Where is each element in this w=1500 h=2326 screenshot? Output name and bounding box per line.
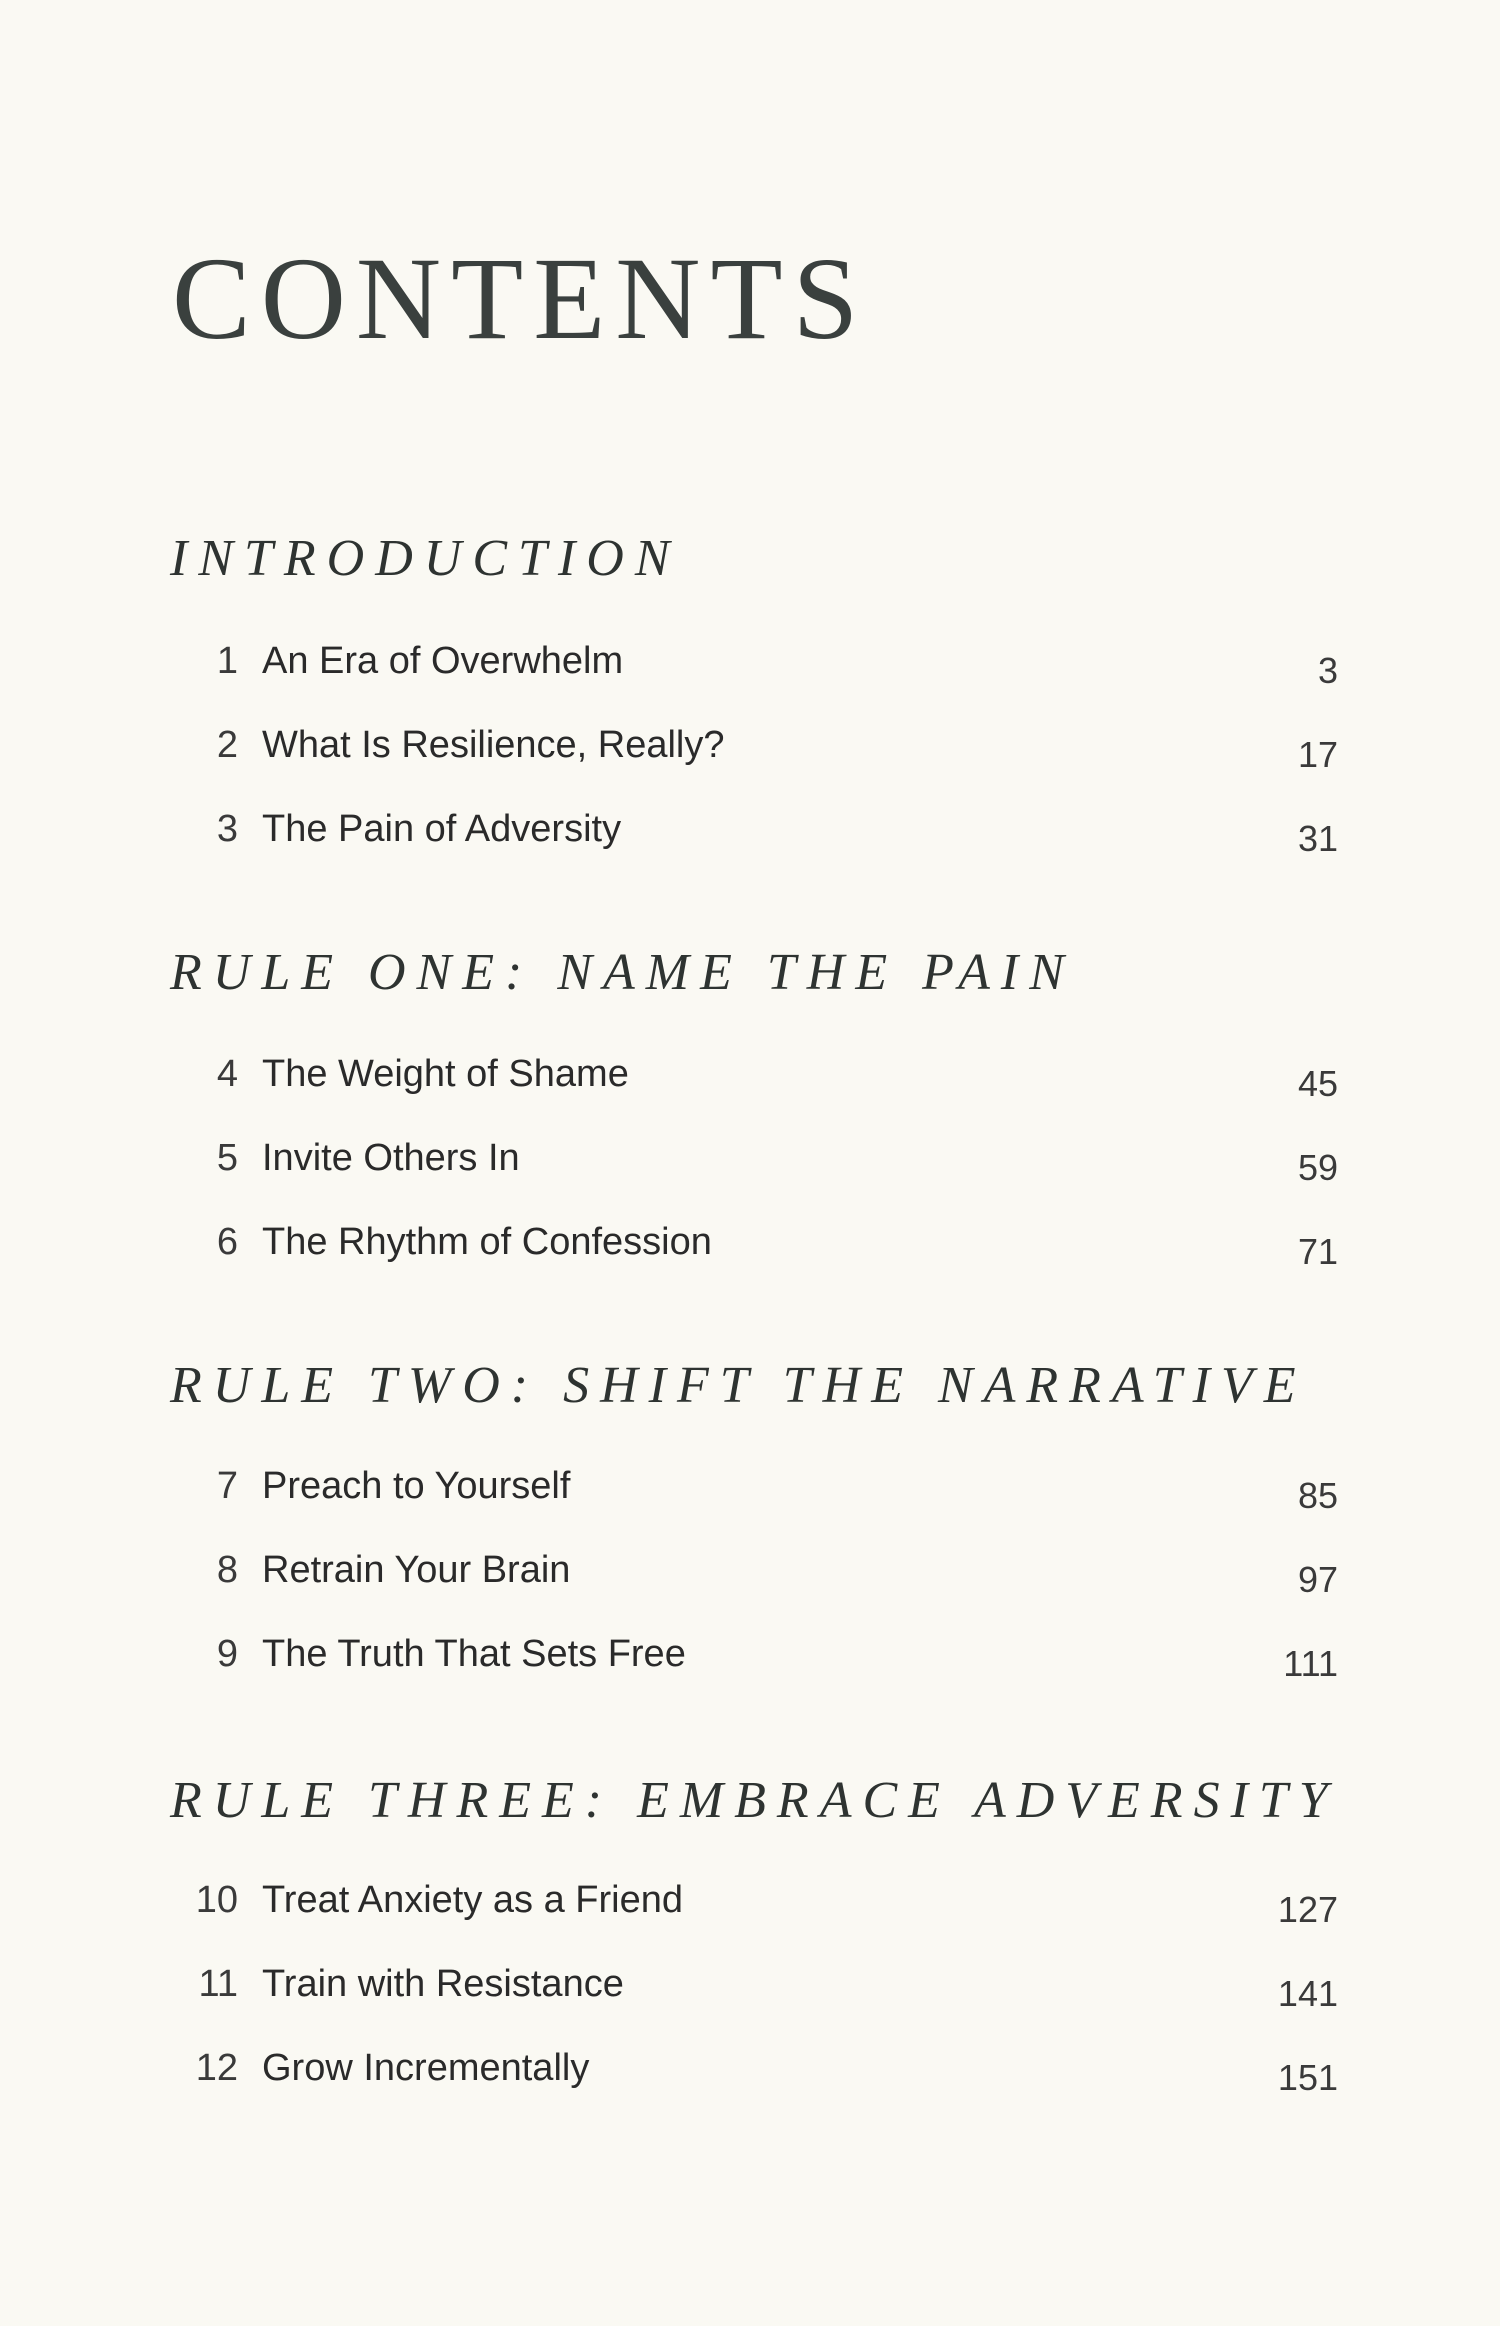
toc-entry (0, 2047, 1500, 2131)
chapter-title: Preach to Yourself (262, 1465, 571, 1507)
toc-entry (0, 1963, 1500, 2047)
page-number: 97 (1297, 1559, 1338, 1600)
page-number: 31 (1297, 818, 1338, 859)
toc-entry (0, 1879, 1500, 1963)
chapter-title: Train with Resistance (262, 1963, 624, 2005)
section-entries-rule-three (0, 1879, 1500, 2131)
page-number: 17 (1297, 734, 1338, 775)
section-title-rule-one: RULE ONE: NAME THE PAIN (170, 944, 1075, 1001)
chapter-title: Invite Others In (262, 1137, 520, 1179)
chapter-title: The Rhythm of Confession (262, 1221, 712, 1263)
page-title: CONTENTS (172, 233, 869, 364)
chapter-number: 4 (216, 1053, 238, 1095)
toc-entry (0, 808, 1500, 892)
chapter-number: 8 (216, 1549, 238, 1591)
chapter-number: 12 (195, 2047, 238, 2089)
chapter-title: The Truth That Sets Free (262, 1633, 686, 1675)
section-entries-rule-two (0, 1465, 1500, 1717)
chapter-number: 7 (216, 1465, 238, 1507)
page-number: 85 (1297, 1475, 1338, 1516)
chapter-number: 5 (216, 1137, 238, 1179)
toc-entry (0, 1137, 1500, 1221)
toc-entry (0, 1633, 1500, 1717)
chapter-number: 10 (195, 1879, 238, 1921)
toc-entry (0, 1465, 1500, 1549)
page-number: 127 (1277, 1889, 1338, 1930)
chapter-title: An Era of Overwhelm (262, 640, 624, 682)
toc-entry (0, 724, 1500, 808)
page-number: 71 (1297, 1231, 1338, 1272)
chapter-number: 9 (216, 1633, 238, 1675)
chapter-title: The Pain of Adversity (262, 808, 622, 850)
page-number: 141 (1277, 1973, 1338, 2014)
toc-entry (0, 1549, 1500, 1633)
chapter-title: Grow Incrementally (262, 2047, 590, 2089)
section-entries-introduction (0, 640, 1500, 892)
toc-entry (0, 640, 1500, 724)
page-number: 151 (1277, 2057, 1338, 2098)
section-title-introduction: INTRODUCTION (170, 530, 681, 587)
section-entries-rule-one (0, 1053, 1500, 1305)
page-number: 45 (1297, 1063, 1338, 1104)
toc-entry (0, 1053, 1500, 1137)
page-number: 3 (1317, 650, 1338, 691)
chapter-title: Treat Anxiety as a Friend (262, 1879, 684, 1921)
chapter-number: 6 (216, 1221, 238, 1263)
section-title-rule-two: RULE TWO: SHIFT THE NARRATIVE (170, 1357, 1307, 1414)
toc-entry (0, 1221, 1500, 1305)
chapter-title: The Weight of Shame (262, 1053, 629, 1095)
chapter-number: 11 (198, 1963, 238, 2005)
page-number: 59 (1297, 1147, 1338, 1188)
section-title-rule-three: RULE THREE: EMBRACE ADVERSITY (170, 1772, 1339, 1829)
chapter-title: What Is Resilience, Really? (262, 724, 725, 766)
chapter-title: Retrain Your Brain (262, 1549, 571, 1591)
page-number: 111 (1283, 1643, 1338, 1684)
chapter-number: 2 (216, 724, 238, 766)
chapter-number: 1 (216, 640, 238, 682)
chapter-number: 3 (216, 808, 238, 850)
